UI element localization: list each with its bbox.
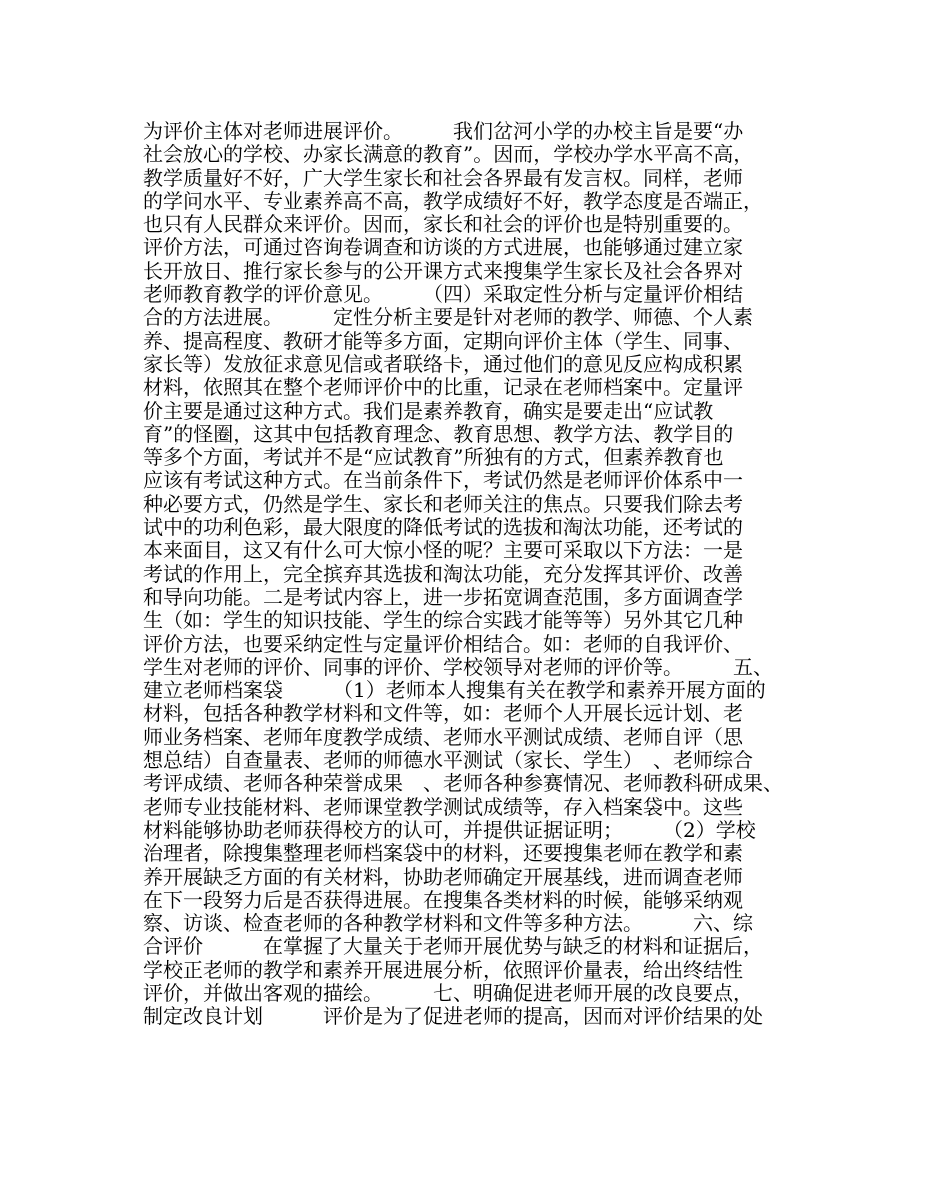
text-line: 等多个方面，考试并不是“应试教育”所独有的方式，但素养教育也	[143, 445, 724, 470]
text-line: 考试的作用上，完全摈弃其选拔和淘汰功能，充分发挥其评价、改善	[143, 561, 743, 586]
text-line: 种必要方式，仍然是学生、家长和老师关注的焦点。只要我们除去考	[143, 491, 743, 516]
text-line: 材料能够协助老师获得校方的认可，并提供证据证明； （2）学校	[143, 817, 756, 842]
text-line: 治理者，除搜集整理老师档案袋中的材料，还要搜集老师在教学和素	[143, 841, 743, 866]
text-line: 学生对老师的评价、同事的评价、学校领导对老师的评价等。 五、	[143, 654, 773, 679]
text-line: 建立老师档案袋 （1）老师本人搜集有关在教学和素养开展方面的	[143, 678, 766, 703]
text-line: 社会放心的学校、办家长满意的教育”。因而，学校办学水平高不高，	[143, 142, 754, 167]
text-line: 试中的功利色彩，最大限度的降低考试的选拔和淘汰功能，还考试的	[143, 515, 743, 540]
text-line: 师业务档案、老师年度教学成绩、老师水平测试成绩、老师自评（思	[143, 724, 743, 749]
text-line: 养、提高程度、教研才能等多方面，定期向评价主体（学生、同事、	[143, 328, 743, 353]
text-line: 合的方法进展。 定性分析主要是针对老师的教学、师德、个人素	[143, 305, 753, 330]
text-line: 为评价主体对老师进展评价。 我们岔河小学的办校主旨是要“办	[143, 119, 744, 143]
text-line: 材料，依照其在整个老师评价中的比重，记录在老师档案中。定量评	[143, 375, 743, 400]
text-line: 应该有考试这种方式。在当前条件下，考试仍然是老师评价体系中一	[143, 468, 743, 493]
text-line: 制定改良计划 评价是为了促进老师的提高，因而对评价结果的处	[143, 1004, 763, 1029]
text-line: 的学问水平、专业素养高不高，教学成绩好不好，教学态度是否端正，	[143, 188, 763, 213]
text-line: 察、访谈、检查老师的各种教学材料和文件等多种方法。 六、综	[143, 911, 753, 936]
text-line: 家长等）发放征求意见信或者联络卡，通过他们的意见反应构成积累	[143, 351, 743, 376]
text-line: 和导向功能。二是考试内容上，进一步拓宽调查范围，多方面调查学	[143, 584, 743, 609]
text-line: 想总结）自查量表、老师的师德水平测试（家长、学生） 、老师综合	[143, 748, 753, 773]
text-line: 材料，包括各种教学材料和文件等，如：老师个人开展长远计划、老	[143, 701, 743, 726]
text-line: 育”的怪圈，这其中包括教育理念、教育思想、教学方法、教学目的	[143, 421, 734, 446]
text-line: 长开放日、推行家长参与的公开课方式来搜集学生家长及社会各界对	[143, 258, 743, 283]
text-line: 教学质量好不好，广大学生家长和社会各界最有发言权。同样，老师	[143, 165, 743, 190]
text-line: 老师专业技能材料、老师课堂教学测试成绩等，存入档案袋中。这些	[143, 794, 743, 819]
text-line: 老师教育教学的评价意见。 （四）采取定性分析与定量评价相结	[143, 282, 743, 307]
text-line: 价主要是通过这种方式。我们是素养教育，确实是要走出“应试教	[143, 398, 714, 423]
text-line: 评价，并做出客观的描绘。 七、明确促进老师开展的改良要点，	[143, 980, 753, 1005]
text-line: 评价方法，可通过咨询卷调查和访谈的方式进展，也能够通过建立家	[143, 235, 743, 260]
text-line: 学校正老师的教学和素养开展进展分析，依照评价量表，给出终结性	[143, 957, 743, 982]
text-line: 也只有人民群众来评价。因而，家长和社会的评价也是特别重要的。	[143, 212, 743, 237]
body-text	[143, 120, 815, 1029]
text-line: 养开展缺乏方面的有关材料，协助老师确定开展基线，进而调查老师	[143, 864, 743, 889]
text-line: 合评价 在掌握了大量关于老师开展优势与缺乏的材料和证据后，	[143, 934, 763, 959]
text-line: 考评成绩、老师各种荣誉成果 、老师各种参赛情况、老师教科研成果、	[143, 771, 783, 796]
text-line: 生（如：学生的知识技能、学生的综合实践才能等等）另外其它几种	[143, 608, 743, 633]
text-line: 本来面目，这又有什么可大惊小怪的呢？主要可采取以下方法：一是	[143, 538, 743, 563]
text-line: 评价方法，也要采纳定性与定量评价相结合。如：老师的自我评价、	[143, 631, 743, 656]
text-line: 在下一段努力后是否获得进展。在搜集各类材料的时候，能够采纳观	[143, 887, 743, 912]
